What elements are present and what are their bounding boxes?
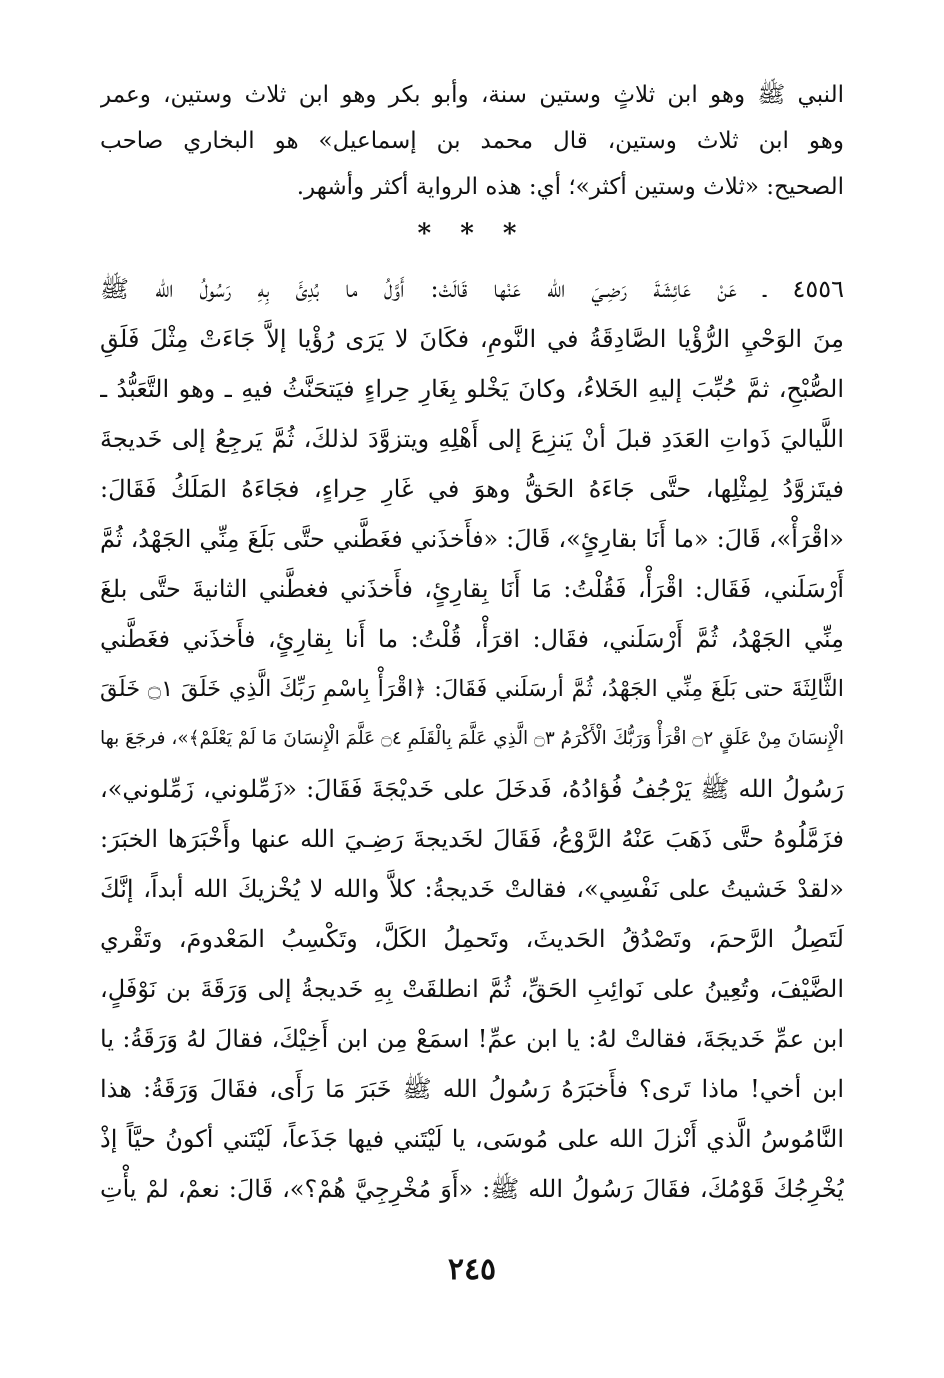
hadith-line-4: اللَّياليَ ذَواتِ العَدَدِ قبلَ أنْ يَنزِعَ إلى أَهْلِهِ ويتزوَّدَ لذلكَ، ثُمَّ يَرجِعُ إلى خَديجةَ [100,425,844,453]
hadith-line-13: «لقدْ خَشيتُ على نَفْسِي»، فقالتْ خَديجةُ: كلاَّ والله لا يُخْزيكَ الله أبداً، إنَّكَ [100,875,844,903]
hadith-line-6: «اقْرَأْ»، قَالَ: «ما أَنَا بقارِئٍ»، قَالَ: «فأَخذَني فغَطَّني حتَّى بَلَغَ مِنِّي الجَهْدُ، ثُمَّ [100,525,844,553]
section-separator: * * * [417,219,527,249]
page-number: ٢٤٥ [447,1252,497,1287]
commentary-block [100,72,844,210]
page-body [100,72,844,1214]
hadith-line-11: رَسُولُ الله ﷺ يَرْجُفُ فُؤادُهُ، فَدخَلَ على خَديْجَةَ فَقَالَ: «زَمِّلوني، زَمِّلوني»، [100,775,844,803]
hadith-line-5: فيتَزوَّدُ لِمِثْلِها، حتَّى جَاءَهُ الحَقُّ وهوَ في غَارِ حِراءٍ، فجَاءَهُ المَلَكُ فَقَالَ: [100,475,844,503]
hadith-line-14: لَتَصِلُ الرَّحمَ، وتَصْدُقُ الحَديثَ، وتَحمِلُ الكَلَّ، وتَكْسِبُ المَعْدومَ، وتَقْري [100,925,844,953]
hadith-line-7: أَرْسَلَني، فَقَال: اقْرَأْ، فَقُلْتُ: مَا أَنَا بِقارِئٍ، فأَخذَني فغطَّني الثانيةَ حتَّى بلغَ [100,575,844,603]
hadith-line-3: الصُّبْحِ، ثمَّ حُبِّبَ إليهِ الخَلاءُ، وكانَ يَخْلو بِغَارِ حِراءٍ فيَتحَنَّثُ فيهِ ـ وهو التَّعَبُّدُ ـ [100,375,844,403]
hadith-block [100,264,844,1214]
hadith-line-12: فزَمَّلُوهُ حتَّى ذَهَبَ عَنْهُ الرَّوْعُ، فَقَالَ لخَديجةَ رَضِـيَ الله عنها وأَخْبَرَها الخبَرَ: [100,825,844,853]
hadith-line-15: الضَّيْفَ، وتُعِينُ على نَوائِبِ الحَقِّ، ثُمَّ انطلقَتْ بِهِ خَديجةُ إلى وَرَقَةَ بن نَوْفَلٍ، [100,975,844,1003]
hadith-line-10: الْإِنسَانَ مِنْ عَلَقٍ ۝٢ اقْرَأْ وَرَبُّكَ الْأَكْرَمُ ۝٣ الَّذِي عَلَّمَ بِالْقَلَمِ ۝٤ عَلَّمَ الْإِنسَانَ مَا لَمْ يَعْلَمْ﴾»، فرجَعَ بها [100,728,844,749]
hadith-line-2: مِنَ الوَحْيِ الرُّؤْيا الصَّادِقَةُ في النَّومِ، فكَانَ لا يَرَى رُؤْيا إلاَّ جَاءَتْ مِثْلَ فَلَقِ [100,325,844,353]
hadith-line-8: مِنِّي الجَهْدُ، ثُمَّ أَرْسَلَني، فقَال: اقرَأْ، قُلْتُ: ما أَنا بِقارِئٍ، فأَخذَني فغَطَّني [100,625,844,653]
hadith-line-16: ابن عمِّ خَديجَةَ، فقالتْ لهُ: يا ابن عمِّ! اسمَعْ مِن ابن أَخِيْكَ، فقالَ لهُ وَرَقَةُ: يا [100,1025,844,1053]
hadith-line-1: ٤٥٥٦ ـ عَنْ عَائِشَةَ رَضِـيَ الله عَنْها قَالَتْ: أَوَّلُ ما بُدِئَ بِهِ رَسُولُ الله ﷺ [100,275,844,303]
commentary-line-3: الصحيح: «ثلاث وستين أكثر»؛ أي: هذه الرواية أكثر وأشهر. [296,174,844,200]
hadith-line-9: الثَّالِثَةَ حتى بَلَغَ مِنِّي الجَهْدُ، ثُمَّ أرسَلَني فَقَالَ: ﴿اقْرَأْ بِاسْمِ رَبِّكَ الَّذِي خَلَقَ ۝١ خَلَقَ [100,676,844,702]
hadith-line-19: يُخْرِجُكَ قَوْمُكَ، فقَالَ رَسُولُ الله ﷺ: «أَوَ مُخْرِجِيَّ هُمْ؟»، قَالَ: نعمْ، لمْ يأْتِ [100,1175,844,1203]
commentary-line-1: النبي ﷺ وهو ابن ثلاثٍ وستين سنة، وأبو بكر وهو ابن ثلاث وستين، وعمر [100,82,844,108]
hadith-line-17: ابن أخي! ماذا تَرى؟ فأَخبَرَهُ رَسُولُ الله ﷺ خَبَرَ مَا رَأَى، فقَالَ وَرَقَةُ: هذا [100,1075,844,1103]
hadith-line-18: النَّامُوسُ الَّذي أَنْزلَ الله على مُوسَى، يا لَيْتَني فيها جَذَعاً، لَيْتَني أكونُ حيَّاً إذْ [100,1125,844,1153]
commentary-line-2: وهو ابن ثلاث وستين، قال محمد بن إسماعيل» هو البخاري صاحب [100,128,844,154]
